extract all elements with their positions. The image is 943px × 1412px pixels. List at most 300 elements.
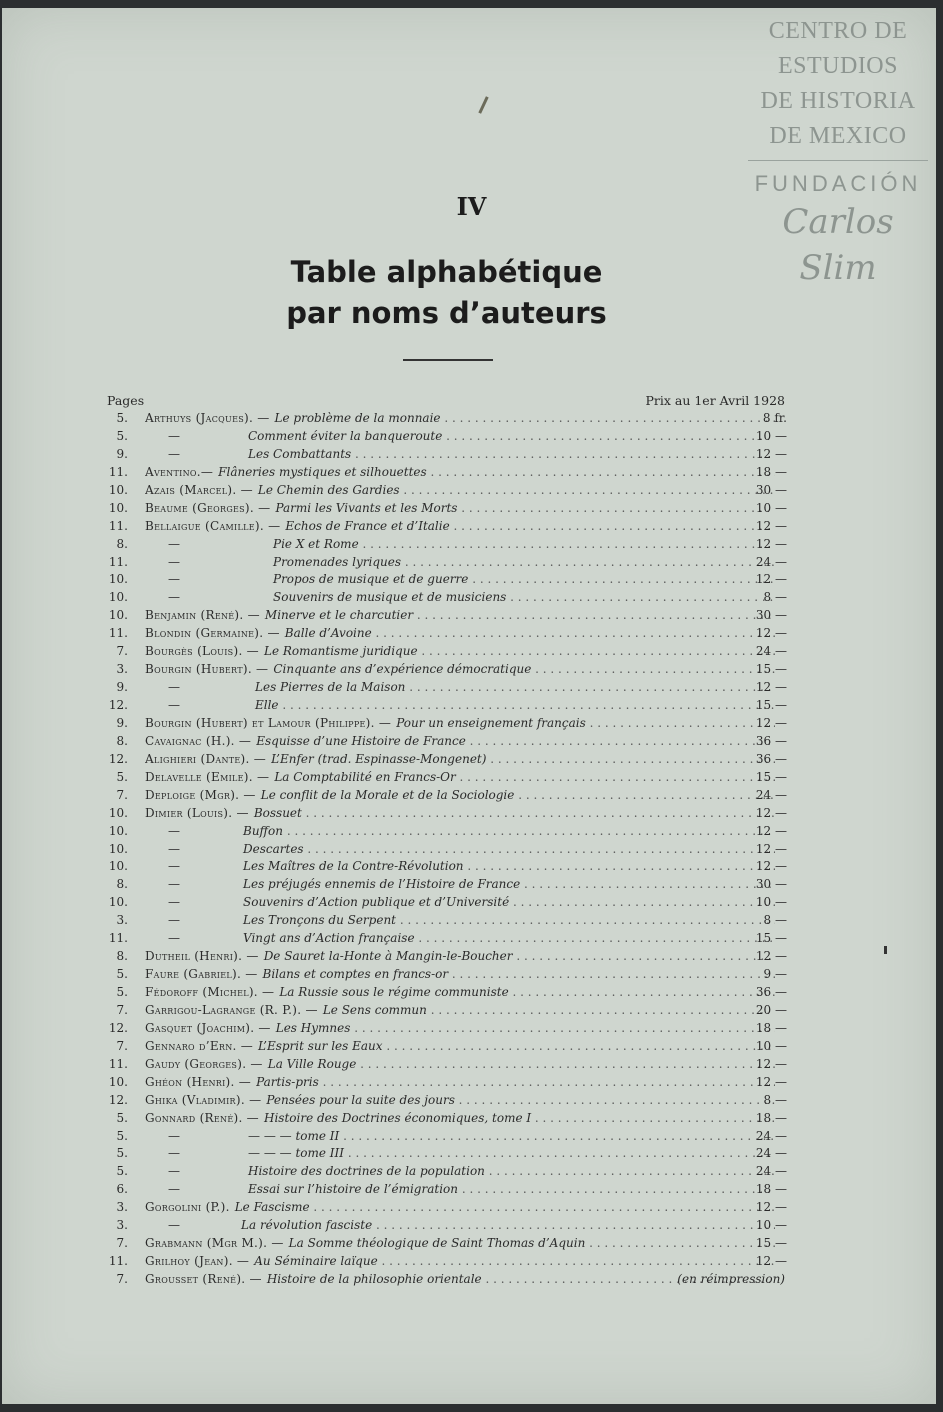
page-number: 10. xyxy=(108,482,128,497)
book-title: Au Séminaire laïque xyxy=(254,1254,378,1269)
index-row xyxy=(0,1093,943,1111)
index-row xyxy=(0,1218,943,1236)
author-name: Bourgin (Hubert). — xyxy=(145,662,269,677)
book-title: Vingt ans d’Action française xyxy=(243,931,415,946)
price: 12 — xyxy=(755,1074,787,1089)
price: 10 — xyxy=(755,1218,787,1233)
entry-text xyxy=(145,1039,775,1053)
price: 24 — xyxy=(755,1128,787,1143)
price: 15 — xyxy=(755,1236,787,1251)
page-number: 10. xyxy=(108,572,128,587)
index-row xyxy=(0,483,943,501)
author-name: Gennaro d’Ern. — xyxy=(145,1038,254,1053)
author-name: — xyxy=(168,698,180,712)
book-title: Souvenirs d’Action publique et d’Université xyxy=(243,895,510,910)
book-title: Histoire de la philosophie orientale xyxy=(266,1272,482,1286)
page-number: 11. xyxy=(108,464,128,479)
index-row xyxy=(0,429,943,447)
book-title: Les Maîtres de la Contre-Révolution xyxy=(243,859,464,874)
price: 12 — xyxy=(755,446,787,461)
page-number: 10. xyxy=(108,841,128,856)
price: 12 — xyxy=(755,805,787,820)
entry-text xyxy=(145,411,775,425)
author-name: Cavaignac (H.). — xyxy=(145,733,252,748)
page-number: 7. xyxy=(116,1272,128,1286)
book-title: L’Esprit sur les Eaux xyxy=(258,1038,383,1053)
price: 15 — xyxy=(755,698,787,712)
author-name: Bellaigue (Camille). — xyxy=(145,518,281,533)
entry-text xyxy=(145,1021,775,1035)
price: 8 — xyxy=(763,1092,787,1107)
page-number: 3. xyxy=(116,1200,128,1215)
author-name: — xyxy=(168,446,180,461)
entry-text xyxy=(145,824,775,838)
index-row xyxy=(0,913,943,931)
page-number: 11. xyxy=(108,518,128,533)
page-number: 11. xyxy=(108,1056,128,1071)
book-title: Propos de musique et de guerre xyxy=(273,572,469,587)
index-row xyxy=(0,1039,943,1057)
book-title: Le Sens commun xyxy=(322,1002,427,1017)
watermark-line: DE HISTORIA xyxy=(760,88,916,114)
book-title: — — — tome II xyxy=(248,1128,340,1143)
page-number: 10. xyxy=(108,590,128,605)
index-row xyxy=(0,590,943,608)
author-name: Deploige (Mgr). — xyxy=(145,787,256,802)
index-row xyxy=(0,824,943,842)
price: 12 — xyxy=(755,841,787,856)
entry-text xyxy=(145,877,775,891)
page-number: 11. xyxy=(108,1254,128,1269)
price: 36 — xyxy=(755,751,787,766)
index-row xyxy=(0,895,943,913)
book-title: Les Combattants xyxy=(248,446,352,461)
author-name: — xyxy=(168,1164,180,1179)
entry-text xyxy=(145,1057,775,1071)
book-title: Partis-pris xyxy=(256,1074,319,1089)
index-row xyxy=(0,1182,943,1200)
page-number: 10. xyxy=(108,823,128,838)
author-name: Ghéon (Henri). — xyxy=(145,1074,252,1089)
section-number: IV xyxy=(456,192,487,221)
index-row xyxy=(0,859,943,877)
index-row xyxy=(0,842,943,860)
page-number: 8. xyxy=(116,733,128,748)
book-title: Minerve et le charcutier xyxy=(264,608,414,623)
entry-text xyxy=(145,429,775,443)
page-number: 11. xyxy=(108,931,128,946)
page-number: 12. xyxy=(108,1092,128,1107)
entry-text xyxy=(145,698,775,712)
entry-text xyxy=(145,465,775,479)
index-row xyxy=(0,1200,943,1218)
index-row xyxy=(0,877,943,895)
book-title: Cinquante ans d’expérience démocratique xyxy=(273,662,532,677)
watermark-foundation: FUNDACIÓN xyxy=(754,171,922,196)
author-name: — xyxy=(168,1128,180,1143)
entry-text xyxy=(145,1200,775,1214)
book-title: La Somme théologique de Saint Thomas d’Aquin xyxy=(288,1236,586,1251)
page-number: 8. xyxy=(116,536,128,551)
entry-text xyxy=(145,1093,775,1107)
author-name: — xyxy=(168,823,180,838)
price: 24 — xyxy=(755,1146,787,1161)
price: 8 — xyxy=(763,913,787,928)
entry-text xyxy=(145,680,775,694)
page-number: 9. xyxy=(116,680,128,695)
book-title: L’Enfer (trad. Espinasse-Mongenet) xyxy=(271,751,487,766)
entry-text xyxy=(145,806,775,820)
index-row xyxy=(0,806,943,824)
index-row xyxy=(0,1146,943,1164)
book-title: Comment éviter la banqueroute xyxy=(248,428,443,443)
book-title: Le conflit de la Morale et de la Sociologie xyxy=(260,787,515,802)
book-title: Les préjugés ennemis de l’Histoire de France xyxy=(243,877,521,892)
entry-text xyxy=(145,1003,775,1017)
entry-text xyxy=(145,447,775,461)
price: 24 — xyxy=(755,787,787,802)
price: 30 — xyxy=(755,608,787,623)
book-title: Descartes xyxy=(243,841,304,856)
page-number: 5. xyxy=(116,1128,128,1143)
page-number: 5. xyxy=(116,769,128,784)
entry-text xyxy=(145,1236,775,1250)
author-name: Bourgin (Hubert) et Lamour (Philippe). — xyxy=(145,715,392,730)
price: 12 — xyxy=(755,1056,787,1071)
title-line-2: par noms d’auteurs xyxy=(286,296,607,330)
author-name: — xyxy=(168,913,180,928)
index-row xyxy=(0,734,943,752)
page-number: 12. xyxy=(108,698,128,712)
page-number: 8. xyxy=(116,949,128,964)
index-row xyxy=(0,716,943,734)
price: 15 — xyxy=(755,931,787,946)
price: 36 — xyxy=(755,733,787,748)
page-number: 5. xyxy=(116,1146,128,1161)
book-title: Promenades lyriques xyxy=(273,554,402,569)
index-row xyxy=(0,698,943,716)
book-title: Pour un enseignement français xyxy=(396,715,586,730)
page-number: 10. xyxy=(108,608,128,623)
entry-text xyxy=(145,734,775,748)
author-name: Dutheil (Henri). — xyxy=(145,949,259,964)
price: 12 — xyxy=(755,1200,787,1215)
book-title: Le Romantisme juridique xyxy=(263,644,418,659)
author-name: — xyxy=(168,1182,180,1197)
author-name: Delavelle (Emile). — xyxy=(145,769,270,784)
index-row xyxy=(0,1111,943,1129)
entry-text xyxy=(145,931,775,945)
price: 12 — xyxy=(755,626,787,641)
page-number: 7. xyxy=(116,787,128,802)
book-title: Esquisse d’une Histoire de France xyxy=(256,733,466,748)
author-name: — xyxy=(168,877,180,892)
entry-text xyxy=(145,1111,775,1125)
index-row xyxy=(0,465,943,483)
entry-text xyxy=(145,770,775,784)
entry-text xyxy=(145,913,775,927)
page-number: 5. xyxy=(116,1110,128,1125)
author-name: Alighieri (Dante). — xyxy=(145,751,267,766)
entry-text xyxy=(145,644,775,658)
price: 12 — xyxy=(755,823,787,838)
page-number: 12. xyxy=(108,751,128,766)
page-number: 7. xyxy=(116,1038,128,1053)
author-name: — xyxy=(168,931,180,946)
author-name: Bourgès (Louis). — xyxy=(145,644,259,659)
book-title: Bilans et comptes en francs-or xyxy=(262,967,449,982)
entry-text xyxy=(145,949,775,963)
index-row xyxy=(0,770,943,788)
price: 36 — xyxy=(755,985,787,999)
author-name: Aventino.— xyxy=(145,464,214,479)
entry-text xyxy=(145,537,775,551)
book-title: Les Hymnes xyxy=(275,1020,351,1035)
book-title: Balle d’Avoine xyxy=(284,626,372,641)
author-name: Gaudy (Georges). — xyxy=(145,1056,263,1071)
author-index-list xyxy=(0,411,943,1290)
index-row xyxy=(0,662,943,680)
book-title: Echos de France et d’Italie xyxy=(285,518,450,533)
index-row xyxy=(0,967,943,985)
book-title: Buffon xyxy=(243,823,284,838)
price: 8 fr. xyxy=(762,411,787,425)
price: 9 — xyxy=(763,967,787,982)
price: 12 — xyxy=(755,715,787,730)
price: 10 — xyxy=(755,428,787,443)
book-title: Essai sur l’histoire de l’émigration xyxy=(248,1182,458,1197)
page-number: 3. xyxy=(116,913,128,928)
book-title: Flâneries mystiques et silhouettes xyxy=(218,464,427,479)
book-title: Elle xyxy=(255,698,279,712)
price: 18 — xyxy=(755,464,787,479)
author-name: Azais (Marcel). — xyxy=(145,482,253,497)
author-name: — xyxy=(168,428,180,443)
author-name: — xyxy=(168,1146,180,1161)
book-title: Les Tronçons du Serpent xyxy=(243,913,396,928)
price: 12 — xyxy=(755,680,787,695)
author-name: Grilhoy (Jean). — xyxy=(145,1254,250,1269)
title-line-1: Table alphabétique xyxy=(290,255,603,289)
book-title: Le Chemin des Gardies xyxy=(257,482,400,497)
entry-text xyxy=(145,1218,775,1232)
index-row xyxy=(0,985,943,1003)
entry-text xyxy=(145,1129,775,1143)
book-title: — — — tome III xyxy=(248,1146,345,1161)
entry-text xyxy=(145,608,775,622)
page-number: 9. xyxy=(116,715,128,730)
book-title: De Sauret la-Honte à Mangin-le-Boucher xyxy=(263,949,513,964)
author-name: Gonnard (René). — xyxy=(145,1110,259,1125)
price-column-header: Prix au 1er Avril 1928 xyxy=(645,393,785,408)
price: 8 — xyxy=(763,590,787,605)
book-title: Parmi les Vivants et les Morts xyxy=(275,500,458,515)
book-title: Pensées pour la suite des jours xyxy=(266,1092,455,1107)
book-title: La révolution fasciste xyxy=(241,1218,373,1233)
price: 24 — xyxy=(755,554,787,569)
author-name: Fédoroff (Michel). — xyxy=(145,985,275,999)
author-name: Ghika (Vladimir). — xyxy=(145,1092,262,1107)
book-title: Les Pierres de la Maison xyxy=(255,680,406,695)
entry-text xyxy=(145,501,775,515)
watermark-divider xyxy=(748,160,928,161)
page-number: 10. xyxy=(108,805,128,820)
entry-text xyxy=(145,626,775,640)
entry-text xyxy=(145,555,775,569)
page-number: 6. xyxy=(116,1182,128,1197)
price: 24 — xyxy=(755,644,787,659)
author-name: — xyxy=(168,572,180,587)
page-number: 10. xyxy=(108,895,128,910)
author-name: — xyxy=(168,554,180,569)
book-title: La Russie sous le régime communiste xyxy=(279,985,509,999)
price: (en réimpression) xyxy=(677,1272,785,1286)
price: 12 — xyxy=(755,572,787,587)
page-number: 5. xyxy=(116,1164,128,1179)
author-name: — xyxy=(168,536,180,551)
author-name: Gasquet (Joachim). — xyxy=(145,1020,271,1035)
page-title xyxy=(0,252,893,334)
index-row xyxy=(0,931,943,949)
index-row xyxy=(0,788,943,806)
author-name: Grabmann (Mgr M.). — xyxy=(145,1236,284,1251)
book-title: Bossuet xyxy=(253,805,302,820)
author-name: — xyxy=(168,895,180,910)
index-row xyxy=(0,555,943,573)
price: 24 — xyxy=(755,1164,787,1179)
price: 12 — xyxy=(755,1254,787,1269)
price: 30 — xyxy=(755,877,787,892)
author-name: — xyxy=(168,859,180,874)
book-title: La Ville Rouge xyxy=(267,1056,357,1071)
author-name: Blondin (Germaine). — xyxy=(145,626,280,641)
author-name: Gorgolini (P.). xyxy=(145,1200,230,1215)
page-number: 3. xyxy=(116,662,128,677)
index-row xyxy=(0,572,943,590)
price: 12 — xyxy=(755,536,787,551)
author-name: Garrigou-Lagrange (R. P.). — xyxy=(145,1002,318,1017)
index-row xyxy=(0,752,943,770)
author-name: Beaume (Georges). — xyxy=(145,500,271,515)
index-row xyxy=(0,1254,943,1272)
book-title: Souvenirs de musique et de musiciens xyxy=(273,590,507,605)
index-row xyxy=(0,501,943,519)
author-name: Arthuys (Jacques). — xyxy=(145,411,270,425)
page-number: 5. xyxy=(116,985,128,999)
page-number: 11. xyxy=(108,554,128,569)
author-name: Benjamin (René). — xyxy=(145,608,260,623)
author-name: Faure (Gabriel). — xyxy=(145,967,258,982)
price: 20 — xyxy=(755,1002,787,1017)
index-row xyxy=(0,1272,943,1290)
price: 12 — xyxy=(755,518,787,533)
entry-text xyxy=(145,967,775,981)
page-number: 7. xyxy=(116,1236,128,1251)
watermark-line: ESTUDIOS xyxy=(777,53,898,79)
book-title: Histoire des doctrines de la population xyxy=(248,1164,485,1179)
page-number: 10. xyxy=(108,859,128,874)
price: 12 — xyxy=(755,859,787,874)
entry-text xyxy=(145,842,775,856)
index-row xyxy=(0,1057,943,1075)
price: 15 — xyxy=(755,662,787,677)
author-name: — xyxy=(168,590,180,605)
entry-text xyxy=(145,788,775,802)
price: 15 — xyxy=(755,769,787,784)
author-name: — xyxy=(168,841,180,856)
page-number: 7. xyxy=(116,1002,128,1017)
pages-column-header: Pages xyxy=(107,393,145,408)
page-number: 9. xyxy=(116,446,128,461)
price: 18 — xyxy=(755,1020,787,1035)
index-row xyxy=(0,644,943,662)
watermark-line: CENTRO DE xyxy=(768,18,908,44)
author-name: Grousset (René). — xyxy=(145,1272,262,1286)
entry-text xyxy=(145,716,775,730)
index-row xyxy=(0,519,943,537)
entry-text xyxy=(145,1182,775,1196)
book-title: Pie X et Rome xyxy=(273,536,359,551)
price: 12 — xyxy=(755,949,787,964)
book-title: Histoire des Doctrines économiques, tome I xyxy=(263,1110,532,1125)
index-row xyxy=(0,949,943,967)
price: 10 — xyxy=(755,1038,787,1053)
entry-text xyxy=(145,1075,775,1089)
price: 18 — xyxy=(755,1182,787,1197)
page-number: 11. xyxy=(108,626,128,641)
page-number: 5. xyxy=(116,428,128,443)
entry-text xyxy=(145,662,775,676)
entry-text xyxy=(145,572,775,586)
index-row xyxy=(0,626,943,644)
index-row xyxy=(0,537,943,555)
entry-text xyxy=(145,590,775,604)
index-row xyxy=(0,1003,943,1021)
price: 10 — xyxy=(755,895,787,910)
page-number: 3. xyxy=(116,1218,128,1233)
index-row xyxy=(0,680,943,698)
author-name: Dimier (Louis). — xyxy=(145,805,249,820)
entry-text xyxy=(145,1164,775,1178)
title-divider xyxy=(403,359,493,361)
index-row xyxy=(0,447,943,465)
page-number: 7. xyxy=(116,644,128,659)
book-title: Le problème de la monnaie xyxy=(274,411,441,425)
price: 10 — xyxy=(755,500,787,515)
entry-text xyxy=(145,895,775,909)
entry-text xyxy=(145,519,775,533)
page-number: 10. xyxy=(108,1074,128,1089)
entry-text xyxy=(145,483,775,497)
index-row xyxy=(0,1236,943,1254)
entry-text xyxy=(145,1254,775,1268)
index-row xyxy=(0,1075,943,1093)
watermark-line: DE MEXICO xyxy=(769,123,907,149)
book-title: La Comptabilité en Francs-Or xyxy=(274,769,456,784)
watermark xyxy=(748,14,928,291)
page-number: 12. xyxy=(108,1020,128,1035)
watermark-signature: Carlos Slim xyxy=(782,202,894,288)
index-row xyxy=(0,1129,943,1147)
entry-text xyxy=(145,752,775,766)
author-name: — xyxy=(168,1218,180,1233)
page-number: 10. xyxy=(108,500,128,515)
page-number: 8. xyxy=(116,877,128,892)
price: 30 — xyxy=(755,482,787,497)
entry-text xyxy=(145,1146,775,1160)
page-number: 5. xyxy=(116,411,128,425)
index-row xyxy=(0,411,943,429)
